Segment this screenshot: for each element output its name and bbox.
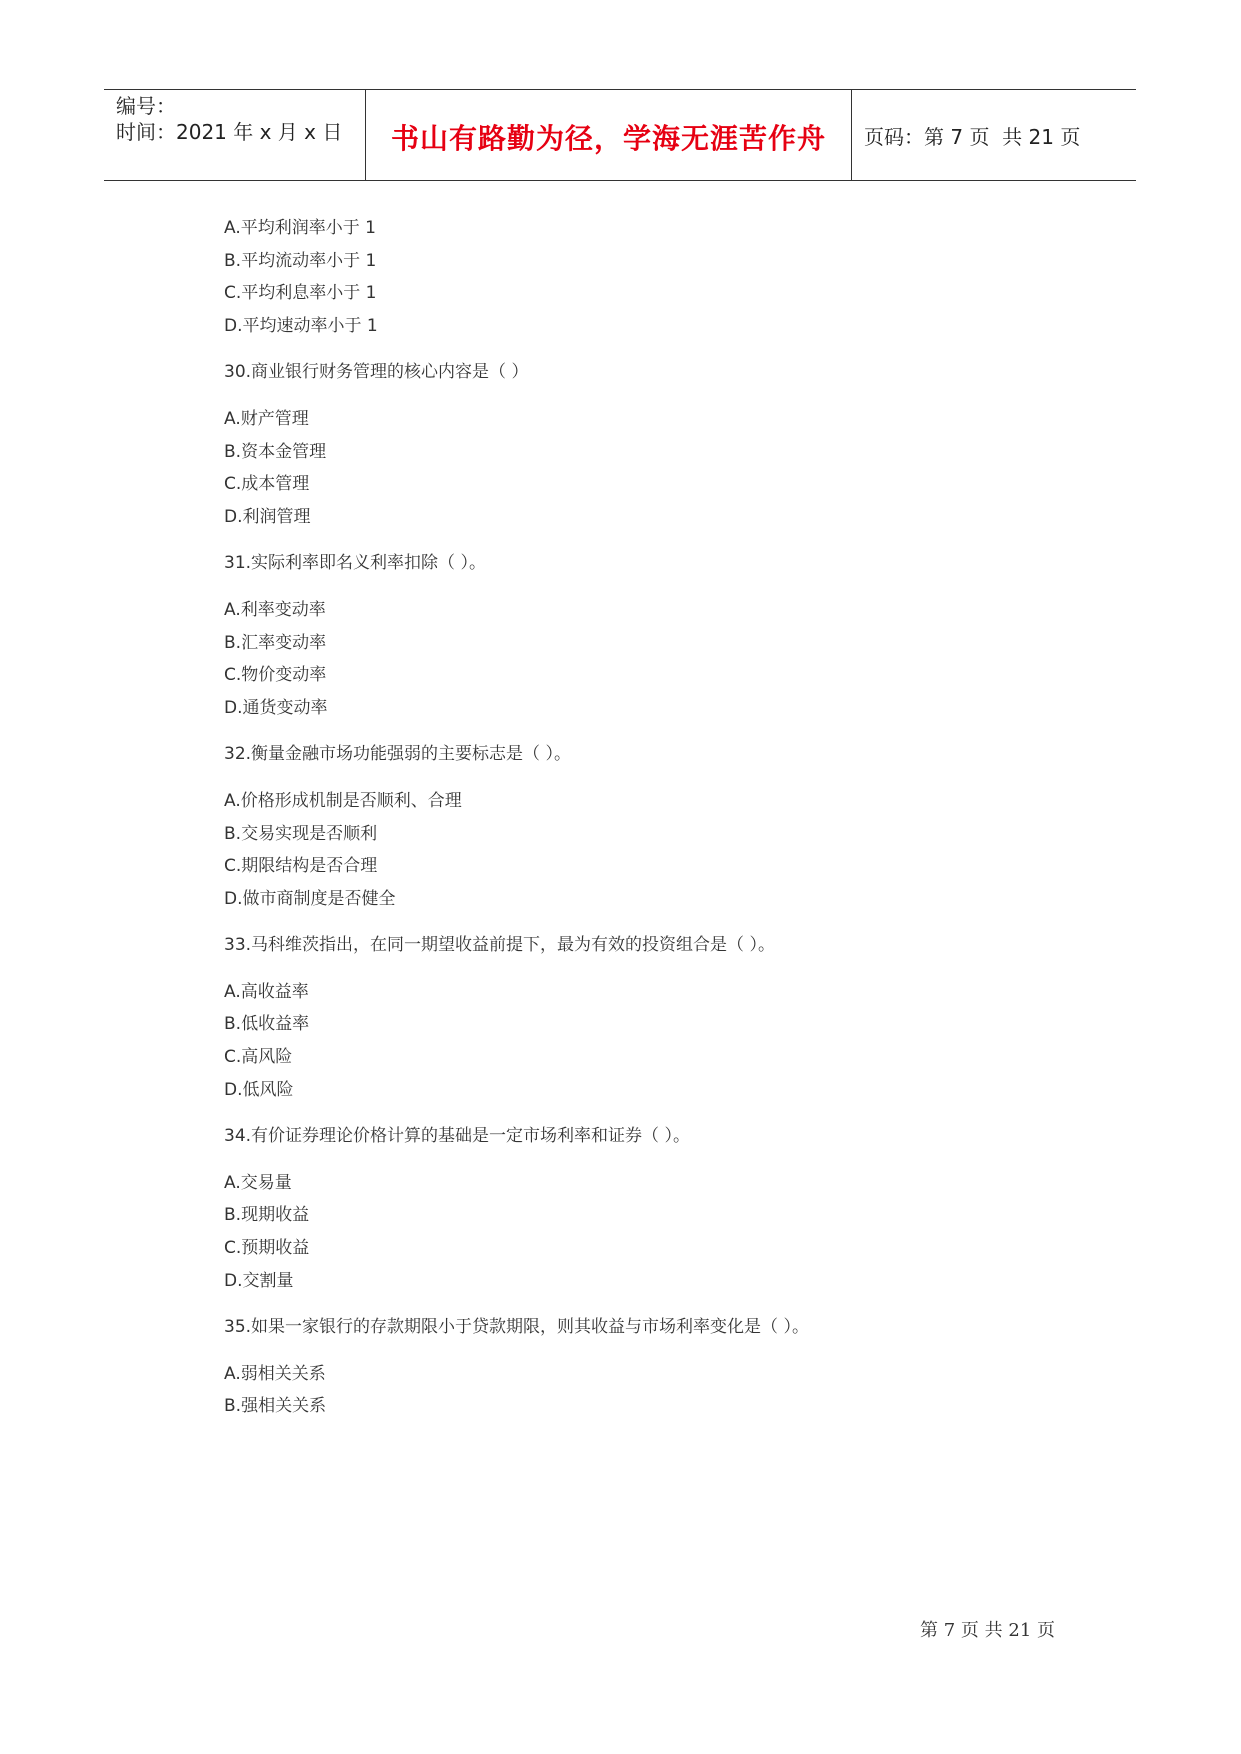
answer-option: D.做市商制度是否健全 <box>224 888 396 909</box>
question-list <box>224 212 1104 1423</box>
answer-option: C.期限结构是否合理 <box>224 856 378 877</box>
answer-option: C.物价变动率 <box>224 665 327 686</box>
answer-option: A.平均利润率小于 1 <box>224 218 376 238</box>
question-text: 32.衡量金融市场功能强弱的主要标志是（ ）。 <box>224 744 571 765</box>
answer-option: A.价格形成机制是否顺利、合理 <box>224 790 462 811</box>
answer-option: D.低风险 <box>224 1079 294 1100</box>
answer-option: B.平均流动率小于 1 <box>224 250 377 271</box>
answer-option: B.交易实现是否顺利 <box>224 823 378 844</box>
answer-option: B.低收益率 <box>224 1014 310 1035</box>
answer-option: A.利率变动率 <box>224 599 326 620</box>
serial-number-label: 编号： <box>116 94 176 118</box>
answer-option: C.成本管理 <box>224 474 310 495</box>
question-text: 33.马科维茨指出，在同一期望收益前提下，最为有效的投资组合是（ ）。 <box>224 935 775 956</box>
answer-option: B.强相关关系 <box>224 1396 327 1417</box>
answer-option: D.交割量 <box>224 1270 294 1291</box>
header-info-cell <box>104 90 366 180</box>
answer-option: A.财产管理 <box>224 408 309 429</box>
answer-option: D.平均速动率小于 1 <box>224 315 378 336</box>
answer-option: C.高风险 <box>224 1047 293 1068</box>
question-text: 30.商业银行财务管理的核心内容是（ ） <box>224 362 529 383</box>
question-text: 35.如果一家银行的存款期限小于贷款期限，则其收益与市场利率变化是（ ）。 <box>224 1317 809 1338</box>
answer-option: B.现期收益 <box>224 1205 310 1226</box>
answer-option: A.弱相关关系 <box>224 1363 326 1384</box>
question-text: 34.有价证券理论价格计算的基础是一定市场利率和证券（ ）。 <box>224 1126 690 1147</box>
page-number-label: 页码：第 7 页 共 21 页 <box>864 124 1081 149</box>
answer-option: A.高收益率 <box>224 981 309 1002</box>
answer-option: D.通货变动率 <box>224 697 328 718</box>
header-page-cell <box>852 90 1136 180</box>
answer-option: D.利润管理 <box>224 506 311 527</box>
answer-option: C.预期收益 <box>224 1238 310 1259</box>
document-header <box>104 89 1136 181</box>
page-footer: 第 7 页 共 21 页 <box>920 1620 1055 1641</box>
answer-option: B.资本金管理 <box>224 441 327 462</box>
question-text: 31.实际利率即名义利率扣除（ ）。 <box>224 553 486 574</box>
time-label: 时间：2021 年 x 月 x 日 <box>116 120 343 144</box>
motto-text: 书山有路勤为径，学海无涯苦作舟 <box>390 122 826 155</box>
header-motto-cell <box>366 90 852 180</box>
answer-option: A.交易量 <box>224 1172 292 1193</box>
answer-option: C.平均利息率小于 1 <box>224 283 377 304</box>
answer-option: B.汇率变动率 <box>224 632 327 653</box>
